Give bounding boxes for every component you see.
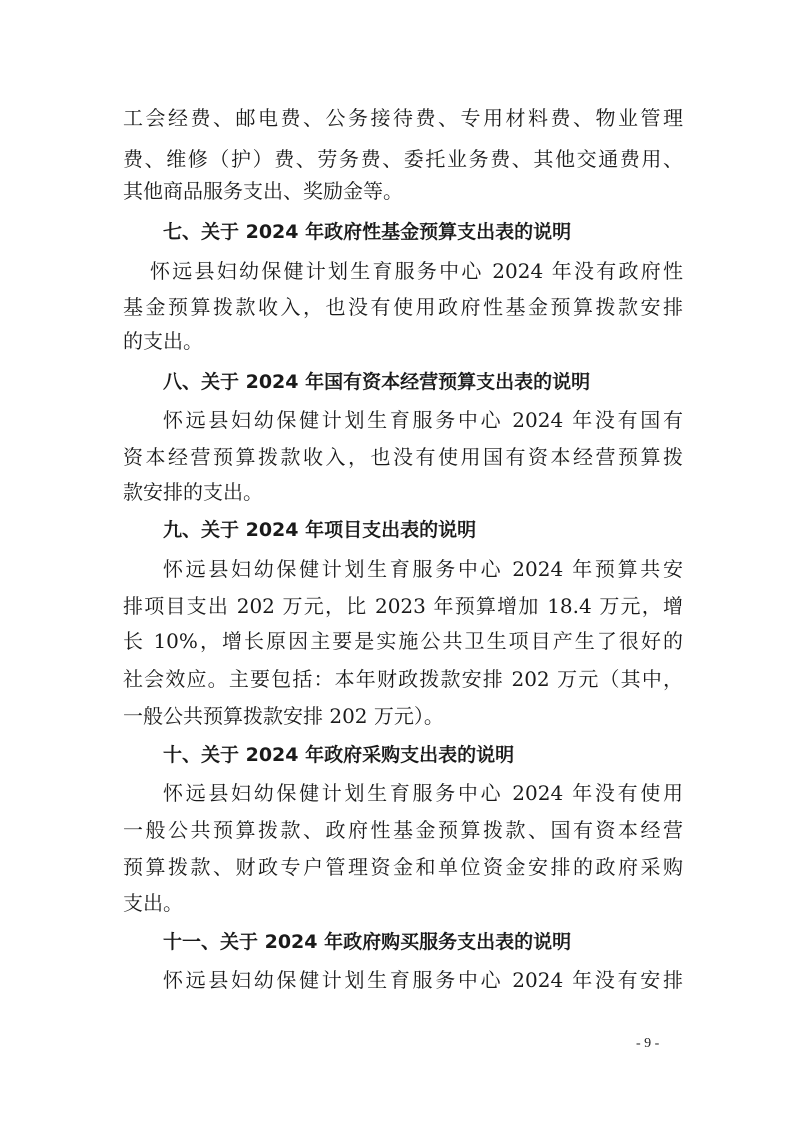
page-number: - 9 -: [636, 1036, 660, 1051]
paragraph-line: 一般公共预算拨款安排 202 万元）。: [123, 704, 444, 728]
paragraph-line: 资本经营预算拨款收入，也没有使用国有资本经营预算拨: [123, 445, 683, 469]
paragraph-line: 一般公共预算拨款、政府性基金预算拨款、国有资本经营: [123, 818, 683, 842]
paragraph-line: 工会经费、邮电费、公务接待费、专用材料费、物业管理: [123, 106, 683, 130]
paragraph-line: 长 10%，增长原因主要是实施公共卫生项目产生了很好的: [123, 629, 683, 653]
paragraph-line: 怀远县妇幼保健计划生育服务中心 2024 年没有国有: [163, 408, 683, 432]
section-heading-11: 十一、关于 2024 年政府购买服务支出表的说明: [163, 931, 572, 953]
paragraph-line: 怀远县妇幼保健计划生育服务中心 2024 年预算共安: [163, 557, 683, 581]
paragraph-line: 的支出。: [123, 329, 203, 353]
section-heading-10: 十、关于 2024 年政府采购支出表的说明: [163, 744, 515, 766]
paragraph-line: 预算拨款、财政专户管理资金和单位资金安排的政府采购: [123, 855, 683, 879]
paragraph-line: 其他商品服务支出、奖励金等。: [123, 179, 403, 203]
section-heading-7: 七、关于 2024 年政府性基金预算支出表的说明: [163, 221, 572, 243]
paragraph-line: 基金预算拨款收入，也没有使用政府性基金预算拨款安排: [123, 295, 683, 319]
paragraph-line: 社会效应。主要包括：本年财政拨款安排 202 万元（其中，: [123, 667, 683, 691]
paragraph-line: 怀远县妇幼保健计划生育服务中心 2024 年没有安排: [163, 968, 683, 992]
paragraph-line: 怀远县妇幼保健计划生育服务中心 2024 年没有政府性: [150, 259, 683, 283]
paragraph-line: 怀远县妇幼保健计划生育服务中心 2024 年没有使用: [163, 781, 683, 805]
section-heading-8: 八、关于 2024 年国有资本经营预算支出表的说明: [163, 371, 591, 393]
section-heading-9: 九、关于 2024 年项目支出表的说明: [163, 519, 477, 541]
paragraph-line: 排项目支出 202 万元，比 2023 年预算增加 18.4 万元，增: [123, 594, 683, 618]
paragraph-line: 款安排的支出。: [123, 480, 263, 504]
paragraph-line: 费、维修（护）费、劳务费、委托业务费、其他交通费用、: [123, 147, 683, 171]
paragraph-line: 支出。: [123, 891, 183, 915]
